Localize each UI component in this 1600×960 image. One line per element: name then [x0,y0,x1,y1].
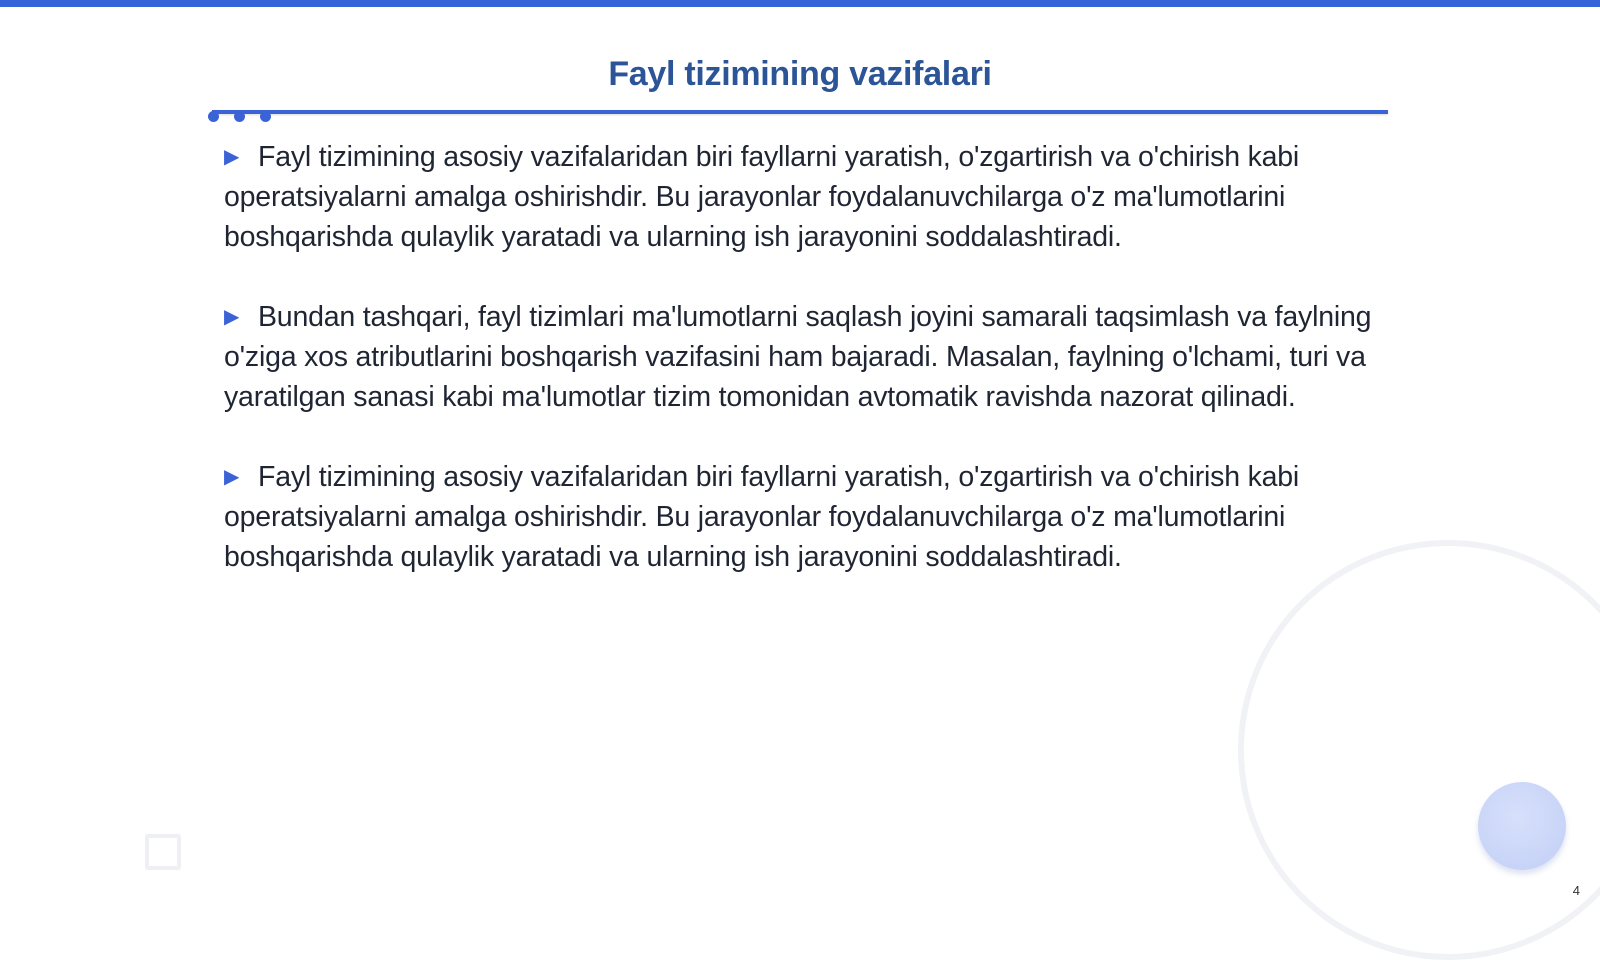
triangle-right-icon: ▶ [224,306,240,328]
triangle-right-icon: ▶ [224,466,240,488]
decorative-square [145,834,181,870]
decorative-circle [1478,782,1566,870]
underline-dot-1 [208,111,219,122]
slide-content [224,137,1374,617]
paragraph-3 [224,457,1374,577]
paragraph-3-text: Fayl tizimining asosiy vazifalaridan biri fayllarni yaratish, o'zgartirish va o'chirish kabi operatsiyalarni amalga oshirishdir. Bu jarayonlar foydalanuvchilarga o'z ma'lumotlarini boshqarishda qulaylik yaratadi va ularning ish jarayonini soddalashtiradi. [224,461,1300,573]
slide-title: Fayl tizimining vazifalari [608,55,992,93]
underline-dot-3 [260,111,271,122]
paragraph-2-text: Bundan tashqari, fayl tizimlari ma'lumotlarni saqlash joyini samarali taqsimlash va faylning o'ziga xos atributlarini boshqarish vazifasini ham bajaradi. Masalan, faylning o'lchami, turi va yaratilgan sanasi kabi ma'lumotlar tizim tomonidan avtomatik ravishda nazorat qilinadi. [224,301,1372,413]
top-accent-bar [0,0,1600,7]
title-underline [212,110,1388,114]
paragraph-2 [224,297,1374,417]
underline-dot-2 [234,111,245,122]
paragraph-1 [224,137,1374,257]
triangle-right-icon: ▶ [224,146,240,168]
paragraph-1-text: Fayl tizimining asosiy vazifalaridan biri fayllarni yaratish, o'zgartirish va o'chirish kabi operatsiyalarni amalga oshirishdir. Bu jarayonlar foydalanuvchilarga o'z ma'lumotlarini boshqarishda qulaylik yaratadi va ularning ish jarayonini soddalashtiradi. [224,141,1300,253]
page-number: 4 [1572,883,1580,898]
